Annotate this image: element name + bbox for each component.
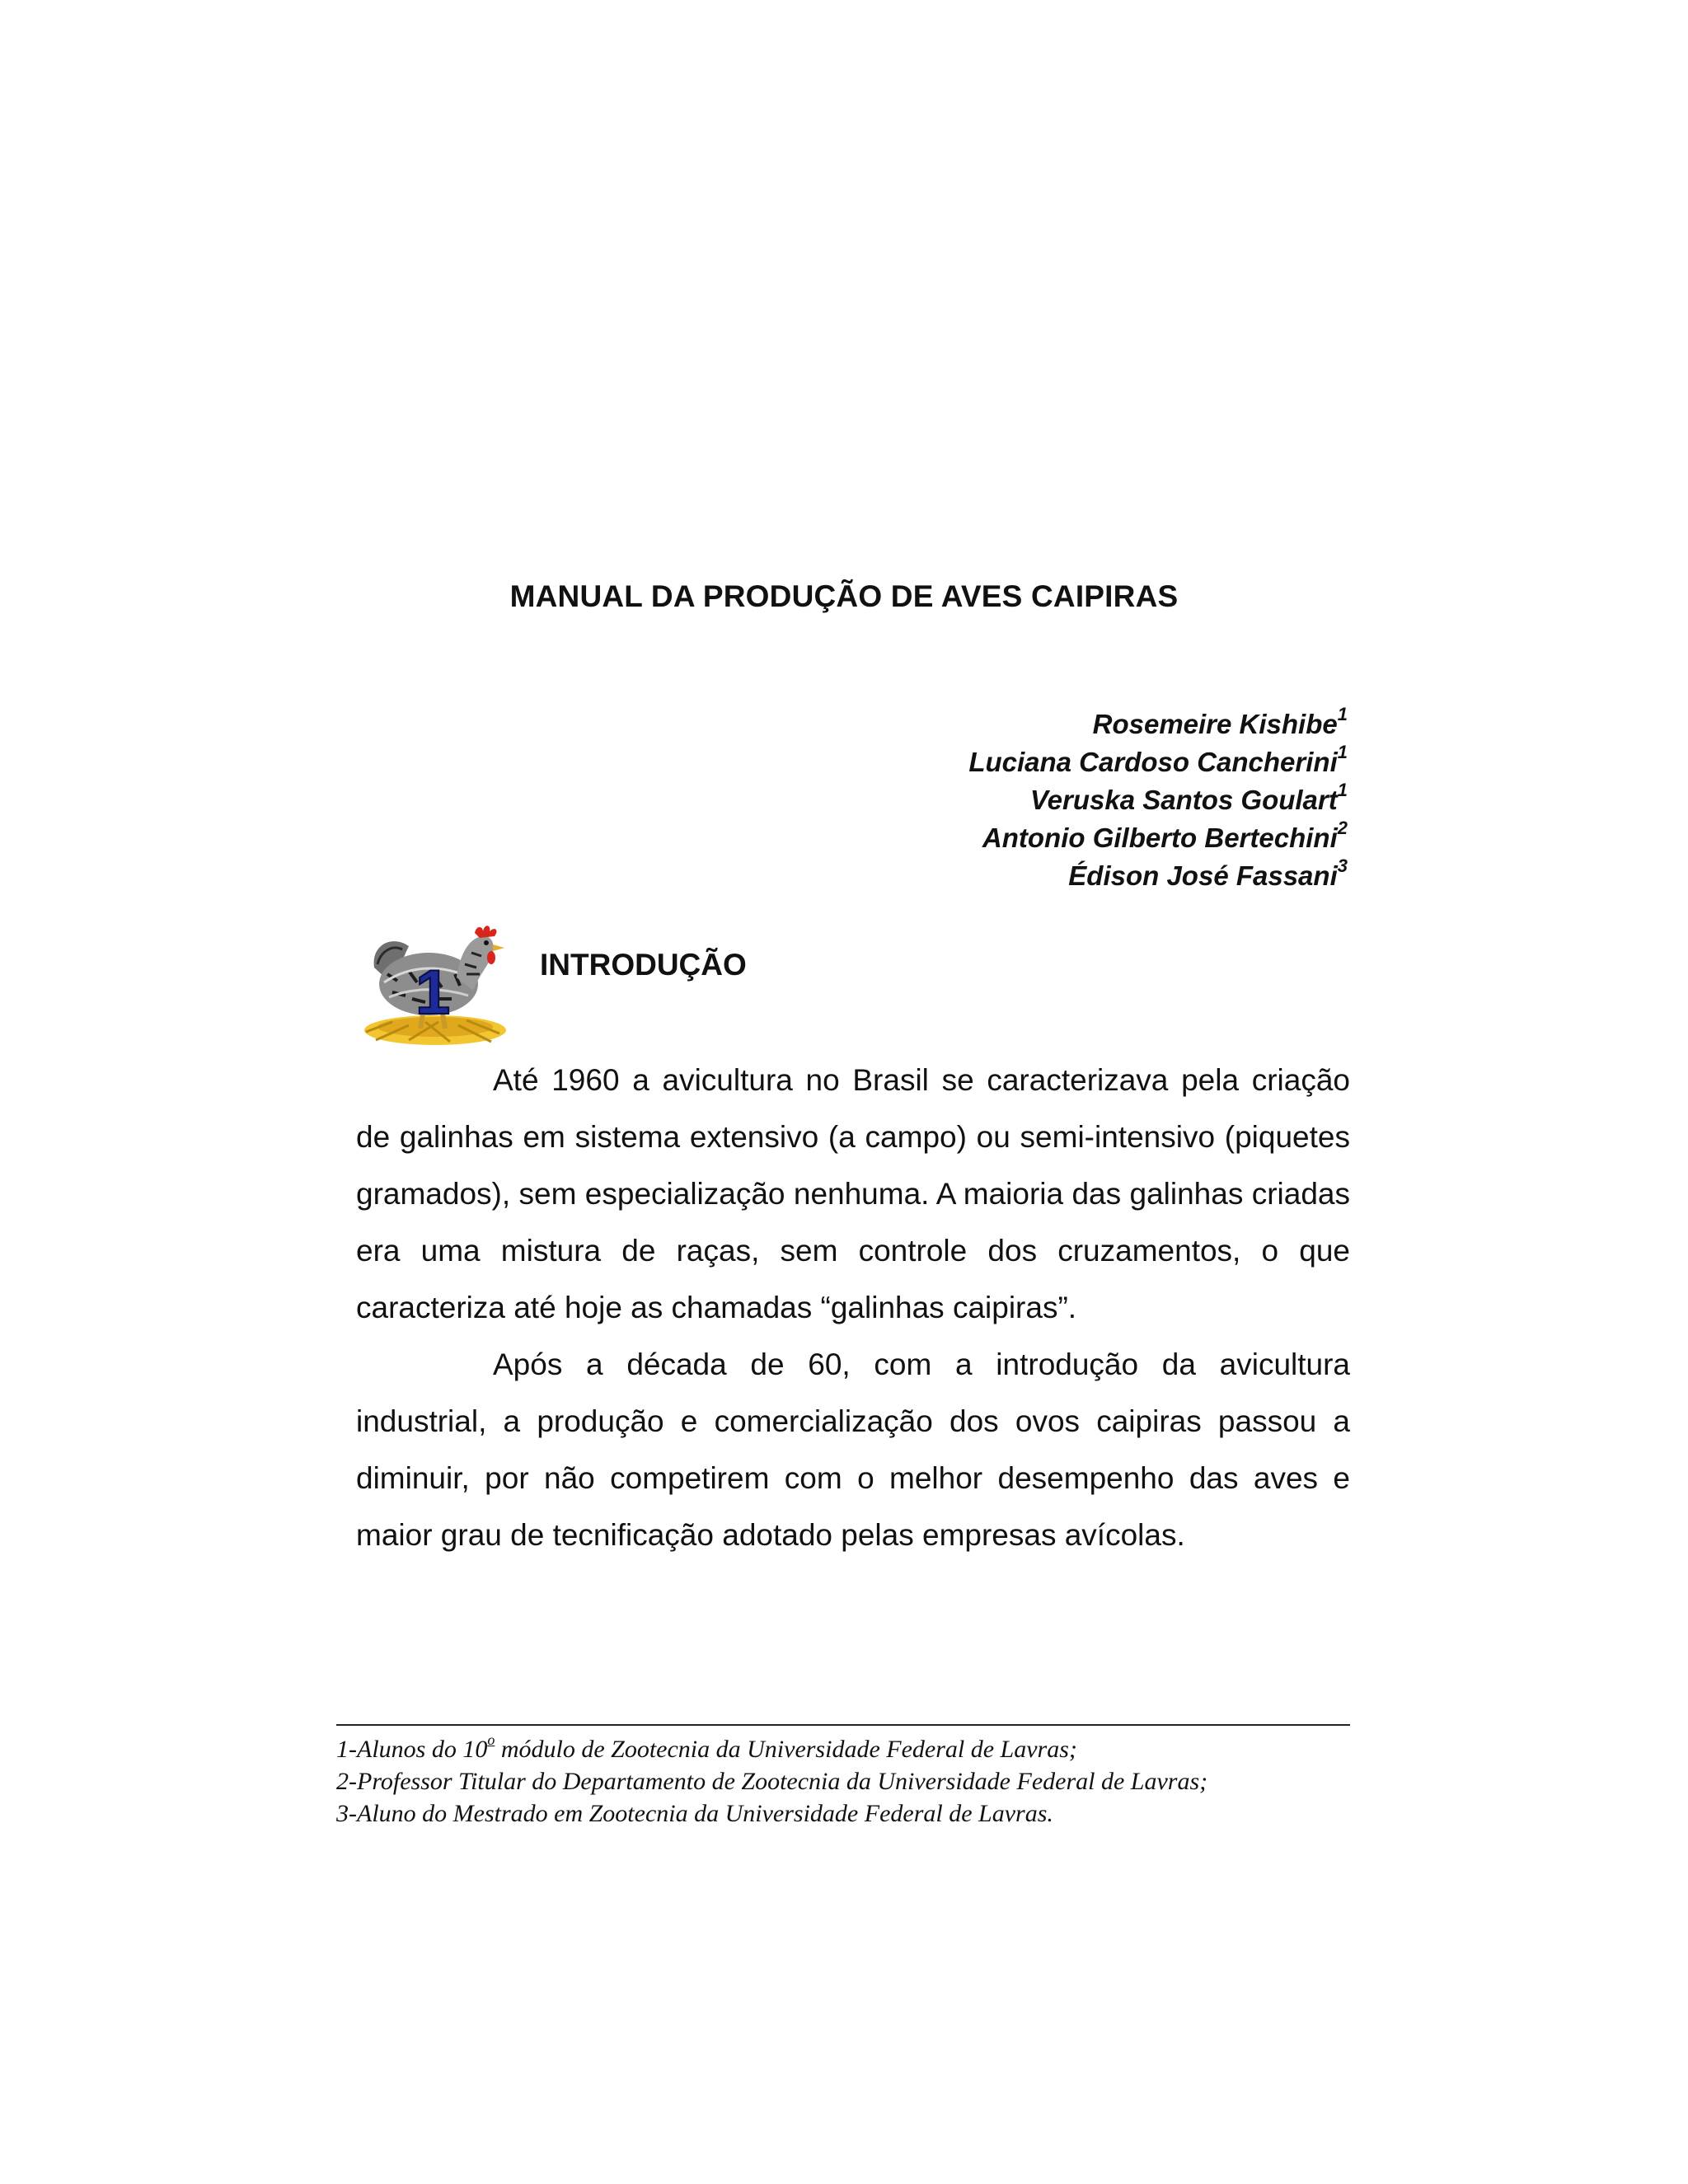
- footnote: [336, 1727, 1408, 1765]
- author-line: [688, 813, 1348, 851]
- footnote: 2-Professor Titular do Departamento de Zootecnia da Universidade Federal de Lavras;: [336, 1768, 1208, 1795]
- author-name: Édison José Fassani: [1068, 860, 1338, 891]
- ordinal-mark: o: [487, 1732, 495, 1748]
- author-list: [688, 699, 1348, 891]
- author-affiliation-mark: 3: [1337, 855, 1348, 876]
- author-line: [688, 737, 1348, 775]
- author-line: [688, 775, 1348, 813]
- paragraph: Após a década de 60, com a introdução da avicultura industrial, a produção e comercialização dos ovos caipiras passou a diminuir, por não competirem com o melhor desempenho das aves e maior grau de tecnificação adotado pelas empresas avícolas.: [356, 1347, 1350, 1552]
- chapter-number: 1: [415, 958, 451, 1028]
- author-line: [688, 851, 1348, 891]
- author-name: Veruska Santos Goulart: [1029, 785, 1338, 815]
- footnotes: [336, 1727, 1408, 1830]
- author-name: Antonio Gilberto Bertechini: [982, 823, 1338, 853]
- footnote-text: 1-Alunos do 10: [336, 1736, 488, 1763]
- author-affiliation-mark: 1: [1337, 704, 1348, 724]
- author-line: [688, 699, 1348, 737]
- body-text: [356, 1052, 1350, 1563]
- footnote-text: módulo de Zootecnia da Universidade Federal de Lavras;: [495, 1736, 1077, 1763]
- paragraph: Até 1960 a avicultura no Brasil se caracterizava pela criação de galinhas em sistema extensivo (a campo) ou semi-intensivo (piquetes gramados), sem especialização nenhuma. A maioria das galinhas criadas era uma mistura de raças, sem controle dos cruzamentos, o que caracteriza até hoje as chamadas “galinhas caipiras”.: [356, 1063, 1350, 1324]
- author-name: Luciana Cardoso Cancherini: [968, 747, 1338, 777]
- author-affiliation-mark: 1: [1337, 780, 1348, 800]
- section-heading: INTRODUÇÃO: [540, 948, 747, 982]
- hen-on-nest-icon: [359, 916, 514, 1053]
- author-affiliation-mark: 2: [1337, 818, 1348, 838]
- author-name: Rosemeire Kishibe: [1092, 709, 1338, 739]
- author-affiliation-mark: 1: [1337, 742, 1348, 762]
- footnote-divider: [336, 1724, 1350, 1726]
- document-title: MANUAL DA PRODUÇÃO DE AVES CAIPIRAS: [509, 579, 1179, 613]
- footnote: 3-Aluno do Mestrado em Zootecnia da Universidade Federal de Lavras.: [336, 1800, 1053, 1827]
